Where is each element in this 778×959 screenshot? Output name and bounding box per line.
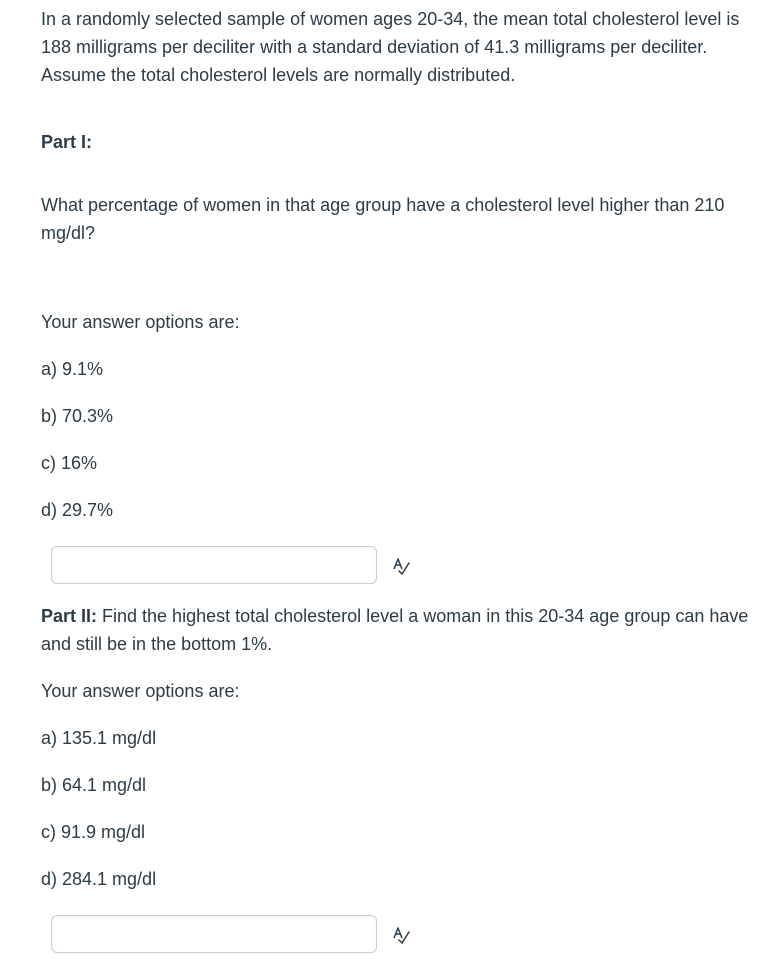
part-1-option-a: a) 9.1% bbox=[41, 359, 104, 379]
question-intro: In a randomly selected sample of women ages 20-34, the mean total cholesterol level is 188 milligrams per deciliter with a standard deviation of 41.3 milligrams per deciliter. Assume the total cholesterol levels are normally distributed. bbox=[41, 9, 740, 85]
part-2-question bbox=[41, 602, 761, 658]
part-2-heading: Part II: bbox=[41, 606, 98, 626]
part-1-question: What percentage of women in that age group have a cholesterol level higher than 210 mg/dl? bbox=[41, 195, 725, 243]
question-content bbox=[41, 5, 761, 959]
part-2-option-d: d) 284.1 mg/dl bbox=[41, 869, 157, 889]
part-2-answer-row bbox=[41, 915, 761, 959]
part-1-option-d: d) 29.7% bbox=[41, 500, 114, 520]
part-2-option-c: c) 91.9 mg/dl bbox=[41, 822, 146, 842]
spell-check-icon[interactable] bbox=[391, 555, 411, 575]
part-1-option-b: b) 70.3% bbox=[41, 406, 114, 426]
part-1-answer-input[interactable] bbox=[51, 546, 377, 584]
part-2-options-label: Your answer options are: bbox=[41, 681, 240, 701]
part-1-heading: Part I: bbox=[41, 132, 93, 152]
part-2-option-a: a) 135.1 mg/dl bbox=[41, 728, 157, 748]
part-2-question-text: Find the highest total cholesterol level a woman in this 20-34 age group can have and still be in the bottom 1%. bbox=[41, 606, 749, 654]
part-2-answer-input[interactable] bbox=[51, 915, 377, 953]
part-1-options-label: Your answer options are: bbox=[41, 312, 240, 332]
spell-check-icon[interactable] bbox=[391, 924, 411, 944]
part-2-option-b: b) 64.1 mg/dl bbox=[41, 775, 147, 795]
part-1-answer-row bbox=[41, 546, 761, 590]
part-1-option-c: c) 16% bbox=[41, 453, 98, 473]
